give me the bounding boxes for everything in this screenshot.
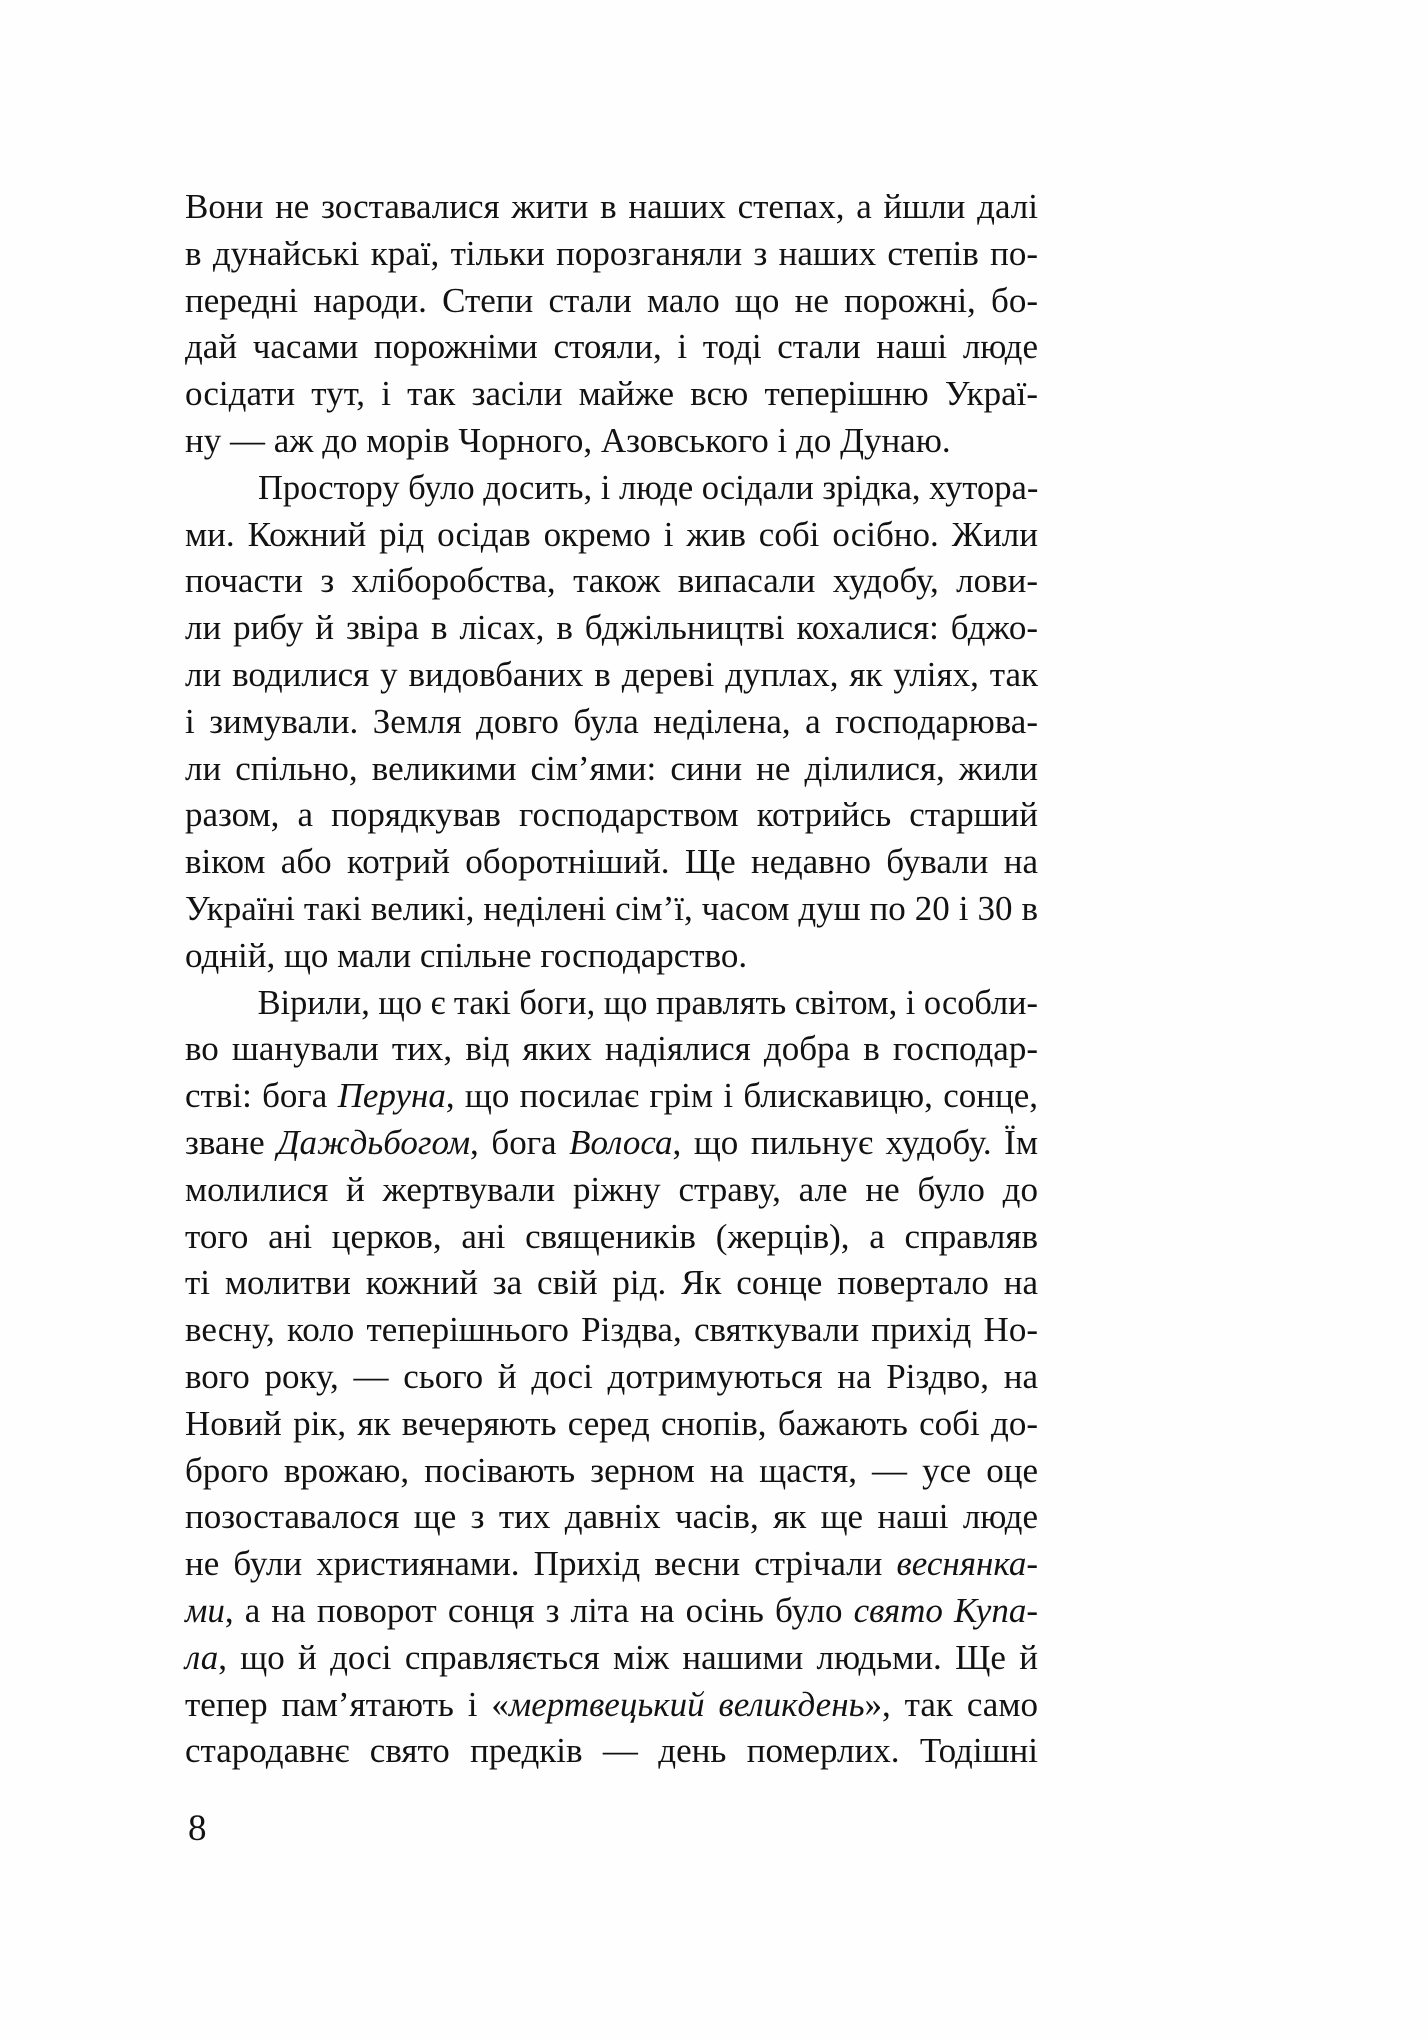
italic-text-segment: ми: [185, 1590, 225, 1630]
text-segment: почасти з хліборобства, також випасали худобу, лови-: [185, 561, 1038, 601]
text-line: [185, 1120, 1038, 1167]
text-segment: в дунайські краї, тільки порозганяли з наших степів по-: [185, 233, 1038, 273]
text-line: [185, 933, 1038, 980]
paragraph: [185, 184, 1038, 465]
text-segment: ну — аж до морів Чорного, Азовського і до Дунаю.: [185, 420, 951, 460]
text-line: [185, 1541, 1038, 1588]
text-segment: , а на поворот сонця з літа на осінь було: [224, 1590, 854, 1630]
text-line: [185, 278, 1038, 325]
text-segment: Україні такі великі, неділені сім’ї, часом душ по 20 і 30 в: [185, 888, 1038, 928]
text-line: [185, 1728, 1038, 1775]
text-segment: не були християнами. Прихід весни стрічали: [185, 1544, 897, 1584]
text-segment: зване: [185, 1122, 278, 1162]
text-line: [185, 231, 1038, 278]
text-segment: осідати тут, і так засіли майже всю теперішню Украї-: [185, 374, 1038, 414]
text-line: [185, 839, 1038, 886]
paragraph: [185, 980, 1038, 1776]
text-segment: і зимували. Земля довго була неділена, а господарюва-: [185, 701, 1038, 741]
text-line: [185, 371, 1038, 418]
text-segment: позоставалося ще з тих давніх часів, як ще наші люде: [185, 1497, 1038, 1537]
text-segment: дай часами порожніми стояли, і тоді стали наші люде: [185, 327, 1038, 367]
text-line: [185, 652, 1038, 699]
text-line: [185, 558, 1038, 605]
italic-text-segment: веснянка-: [896, 1544, 1038, 1584]
text-line: [185, 1354, 1038, 1401]
text-segment: вого року, — сього й досі дотримуються на Різдво, на: [185, 1356, 1038, 1396]
text-segment: тепер пам’ятають і «: [185, 1684, 509, 1724]
text-line: [185, 980, 1038, 1027]
text-segment: , що й досі справляється між нашими людьми. Ще й: [218, 1637, 1038, 1677]
text-line: [185, 746, 1038, 793]
text-line: [185, 1494, 1038, 1541]
italic-text-segment: Волоса: [569, 1122, 673, 1162]
text-segment: разом, а порядкував господарством котрийсь старший: [185, 795, 1038, 835]
text-line: [185, 1635, 1038, 1682]
text-segment: ли спільно, великими сім’ями: сини не ділилися, жили: [185, 748, 1038, 788]
text-segment: , бога: [470, 1122, 570, 1162]
text-segment: стародавнє свято предків — день померлих. Тодішні: [185, 1731, 1038, 1771]
text-line: [185, 792, 1038, 839]
text-line: [185, 886, 1038, 933]
text-segment: , що пильнує худобу. Їм: [672, 1122, 1038, 1162]
text-segment: одній, що мали спільне господарство.: [185, 935, 748, 975]
text-segment: Вірили, що є такі боги, що правлять світом, і особли-: [257, 982, 1038, 1022]
text-segment: того ані церков, ані священиків (жерців), а справляв: [185, 1216, 1038, 1256]
page-number: 8: [188, 1808, 207, 1849]
text-line: [185, 1026, 1038, 1073]
italic-text-segment: свято Купа-: [853, 1590, 1038, 1630]
text-line: [185, 699, 1038, 746]
italic-text-segment: ла: [185, 1637, 219, 1677]
text-segment: ми. Кожний рід осідав окремо і жив собі осібно. Жили: [185, 514, 1038, 554]
text-block: [185, 184, 1038, 1775]
text-segment: віком або котрий оборотніший. Ще недавно бували на: [185, 842, 1038, 882]
italic-text-segment: мертвецький великдень: [508, 1684, 865, 1724]
text-line: [185, 184, 1038, 231]
text-line: [185, 605, 1038, 652]
text-segment: ли рибу й звіра в лісах, в бджільництві кохалися: бджо-: [185, 608, 1038, 648]
text-line: [185, 1448, 1038, 1495]
italic-text-segment: Перуна: [337, 1076, 446, 1116]
text-line: [185, 324, 1038, 371]
text-line: [185, 1307, 1038, 1354]
text-line: [185, 418, 1038, 465]
paragraph: [185, 465, 1038, 980]
text-segment: , що посилає грім і блискавицю, сонце,: [445, 1076, 1038, 1116]
text-line: [185, 1214, 1038, 1261]
text-line: [185, 1073, 1038, 1120]
text-segment: брого врожаю, посівають зерном на щастя, — усе оце: [185, 1450, 1038, 1490]
text-segment: весну, коло теперішнього Різдва, святкували прихід Но-: [185, 1310, 1038, 1350]
text-line: [185, 1167, 1038, 1214]
text-segment: », так само: [864, 1684, 1038, 1724]
text-line: [185, 465, 1039, 512]
text-segment: молилися й жертвували ріжну страву, але не було до: [185, 1169, 1038, 1209]
text-segment: ли водилися у видовбаних в дереві дуплах, як уліях, так: [185, 654, 1038, 694]
text-line: [185, 1401, 1038, 1448]
text-line: [185, 1260, 1038, 1307]
text-line: [185, 1588, 1038, 1635]
text-segment: стві: бога: [185, 1076, 338, 1116]
text-line: [185, 1682, 1038, 1729]
text-segment: Вони не зоставалися жити в наших степах, а йшли далі: [185, 187, 1038, 226]
text-segment: Простору було досить, і люде осідали зрідка, хутора-: [257, 467, 1039, 507]
text-line: [185, 512, 1038, 559]
text-segment: во шанували тих, від яких надіялися добра в господар-: [185, 1029, 1038, 1069]
text-segment: передні народи. Степи стали мало що не порожні, бо-: [185, 280, 1038, 320]
text-segment: Новий рік, як вечеряють серед снопів, бажають собі до-: [185, 1403, 1038, 1443]
text-segment: ті молитви кожний за свій рід. Як сонце повертало на: [185, 1263, 1038, 1303]
italic-text-segment: Даждьбогом: [277, 1122, 471, 1162]
